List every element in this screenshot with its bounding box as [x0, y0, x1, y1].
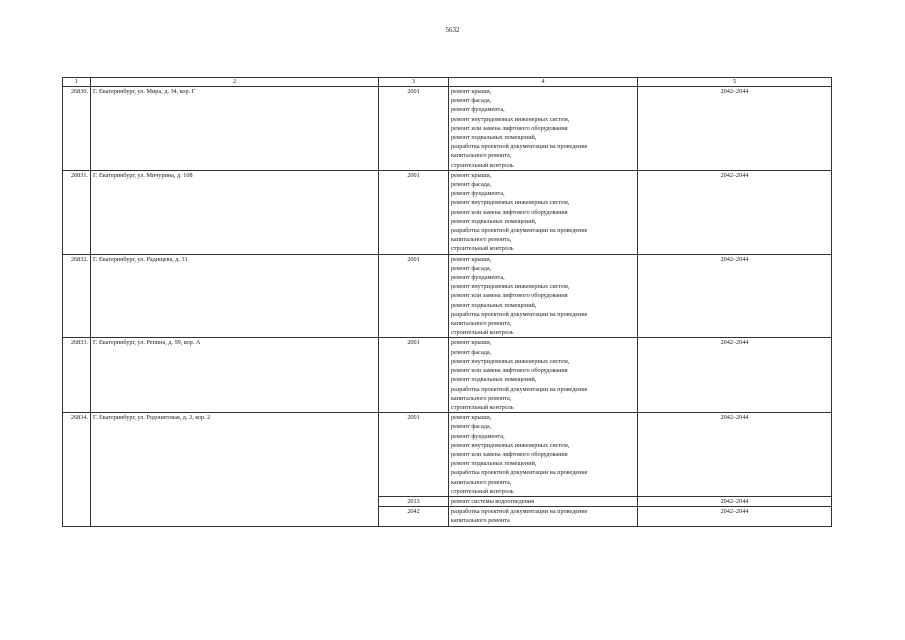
works-cell — [449, 496, 638, 506]
work-item: ремонт фундамента, — [451, 432, 505, 440]
table-row — [63, 170, 832, 254]
work-item: ремонт крыши, — [451, 255, 492, 263]
period-cell: 2042–2044 — [638, 254, 832, 338]
work-item: ремонт крыши, — [451, 339, 492, 347]
address-cell: Г. Екатеринбург, ул. Родонитовая, д. 3, кор. 2 — [91, 413, 379, 526]
work-item: ремонт подвальных помещений, — [451, 134, 537, 142]
work-item: ремонт внутридомовых инженерных систем, — [451, 357, 570, 365]
row-number: 26831. — [63, 170, 91, 254]
work-item: ремонт фасада, — [451, 423, 492, 431]
work-item: строительный контроль — [451, 161, 514, 169]
year-cell: 2013 — [379, 496, 449, 506]
table-row — [63, 87, 832, 171]
work-item: капитального ремонта, — [451, 394, 512, 402]
year-cell: 2001 — [379, 413, 449, 497]
work-item: ремонт фасада, — [451, 348, 492, 356]
work-item: ремонт фундамента, — [451, 190, 505, 198]
work-item: капитального ремонта, — [451, 236, 512, 244]
work-item: ремонт фасада, — [451, 181, 492, 189]
work-item: ремонт подвальных помещений, — [451, 301, 537, 309]
work-item: ремонт подвальных помещений, — [451, 460, 537, 468]
work-item: ремонт или замена лифтового оборудования — [451, 208, 568, 216]
work-item: строительный контроль — [451, 329, 514, 337]
work-item: ремонт крыши, — [451, 414, 492, 422]
works-cell — [449, 170, 638, 254]
work-item: капитального ремонта — [451, 517, 510, 525]
column-header: 3 — [379, 78, 449, 87]
work-item: ремонт внутридомовых инженерных систем, — [451, 115, 570, 123]
work-item: ремонт фасада, — [451, 97, 492, 105]
row-number: 26830. — [63, 87, 91, 171]
period-cell: 2042–2044 — [638, 338, 832, 413]
table-row — [63, 413, 832, 497]
work-item: ремонт или замена лифтового оборудования — [451, 292, 568, 300]
work-item: ремонт крыши, — [451, 88, 492, 95]
column-header: 2 — [91, 78, 379, 87]
work-item: ремонт или замена лифтового оборудования — [451, 124, 568, 132]
work-item: разработка проектной документации на проведение — [451, 310, 588, 318]
period-cell: 2042–2044 — [638, 87, 832, 171]
work-item: разработка проектной документации на проведение — [451, 227, 588, 235]
column-header: 1 — [63, 78, 91, 87]
address-cell: Г. Екатеринбург, ул. Репина, д. 99, кор. А — [91, 338, 379, 413]
work-item: ремонт или замена лифтового оборудования — [451, 450, 568, 458]
table-row — [63, 254, 832, 338]
works-cell — [449, 254, 638, 338]
works-cell — [449, 87, 638, 171]
period-cell: 2042–2044 — [638, 496, 832, 506]
work-item: разработка проектной документации на проведение — [451, 508, 588, 516]
period-cell: 2042–2044 — [638, 170, 832, 254]
work-item: капитального ремонта, — [451, 478, 512, 486]
row-number: 26832. — [63, 254, 91, 338]
work-item: ремонт подвальных помещений, — [451, 376, 537, 384]
year-cell: 2001 — [379, 87, 449, 171]
table-row — [63, 338, 832, 413]
works-cell — [449, 338, 638, 413]
row-number: 26834. — [63, 413, 91, 526]
work-item: ремонт внутридомовых инженерных систем, — [451, 441, 570, 449]
work-item: ремонт системы водоотведения — [451, 497, 534, 505]
work-item: капитального ремонта, — [451, 152, 512, 160]
works-cell — [449, 413, 638, 497]
work-item: ремонт фундамента, — [451, 106, 505, 114]
work-item: строительный контроль — [451, 245, 514, 253]
year-cell: 2001 — [379, 254, 449, 338]
work-item: ремонт фундамента, — [451, 274, 505, 282]
work-item: ремонт внутридомовых инженерных систем, — [451, 199, 570, 207]
period-cell: 2042–2044 — [638, 413, 832, 497]
row-number: 26833. — [63, 338, 91, 413]
work-item: разработка проектной документации на проведение — [451, 385, 588, 393]
period-cell: 2042–2044 — [638, 507, 832, 526]
repair-schedule-table — [62, 77, 832, 527]
address-cell: Г. Екатеринбург, ул. Мира, д. 34, кор. Г — [91, 87, 379, 171]
page-number: 5632 — [445, 26, 460, 34]
work-item: разработка проектной документации на проведение — [451, 143, 588, 151]
work-item: строительный контроль — [451, 487, 514, 495]
work-item: ремонт или замена лифтового оборудования — [451, 367, 568, 375]
year-cell: 2001 — [379, 170, 449, 254]
table-header-row — [63, 78, 832, 87]
table-body — [63, 78, 832, 527]
work-item: ремонт внутридомовых инженерных систем, — [451, 283, 570, 291]
year-cell: 2001 — [379, 338, 449, 413]
work-item: капитального ремонта, — [451, 320, 512, 328]
column-header: 4 — [449, 78, 638, 87]
works-cell — [449, 507, 638, 526]
work-item: строительный контроль — [451, 403, 514, 411]
work-item: ремонт фасада, — [451, 264, 492, 272]
work-item: ремонт крыши, — [451, 171, 492, 179]
year-cell: 2042 — [379, 507, 449, 526]
address-cell: Г. Екатеринбург, ул. Радищева, д. 31 — [91, 254, 379, 338]
address-cell: Г. Екатеринбург, ул. Мичурина, д. 108 — [91, 170, 379, 254]
work-item: разработка проектной документации на проведение — [451, 469, 588, 477]
column-header: 5 — [638, 78, 832, 87]
work-item: ремонт подвальных помещений, — [451, 217, 537, 225]
